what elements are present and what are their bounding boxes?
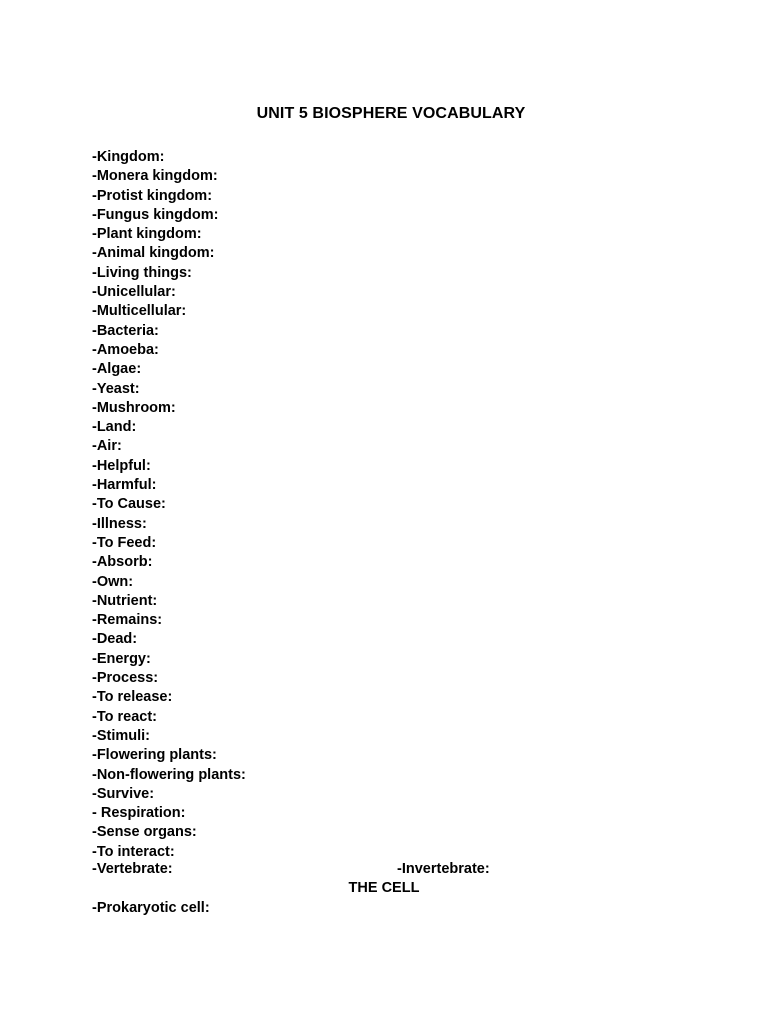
vocabulary-split-row [92, 860, 692, 879]
vocabulary-term: -To react: [92, 708, 157, 725]
vocabulary-term: -Own: [92, 573, 134, 590]
vocabulary-term: -To Cause: [92, 496, 166, 513]
vocabulary-term: -Living things: [92, 264, 192, 281]
section-heading: THE CELL [348, 880, 420, 896]
vocabulary-term: -Absorb: [92, 554, 153, 571]
vocabulary-term: -Energy: [92, 650, 151, 667]
vocabulary-term: -Nutrient: [92, 592, 158, 609]
vocabulary-term: -To interact: [92, 843, 175, 860]
vocabulary-term: -Air: [92, 438, 122, 455]
vocabulary-term: -Fungus kingdom: [92, 206, 219, 223]
vocabulary-term: -Harmful: [92, 477, 157, 494]
vocabulary-term-prokaryotic-cell: -Prokaryotic cell: [92, 900, 210, 916]
vocabulary-term: - Respiration: [92, 805, 186, 822]
vocabulary-term: -Yeast: [92, 380, 140, 397]
vocabulary-term: -Multicellular: [92, 303, 187, 320]
vocabulary-term: -Protist kingdom: [92, 187, 213, 204]
vocabulary-term: -Sense organs: [92, 824, 197, 841]
vocabulary-term-vertebrate: -Vertebrate: [92, 861, 173, 877]
vocabulary-term: -Amoeba: [92, 341, 159, 358]
vocabulary-term: -Bacteria: [92, 322, 159, 339]
vocabulary-term: -Illness: [92, 515, 147, 532]
vocabulary-term: -Animal kingdom: [92, 245, 215, 262]
vocabulary-term: -Unicellular: [92, 284, 176, 301]
vocabulary-term: -Non-flowering plants: [92, 766, 246, 783]
vocabulary-term: -Dead: [92, 631, 138, 648]
vocabulary-term: -Helpful: [92, 457, 151, 474]
vocabulary-term: -Survive: [92, 785, 155, 802]
vocabulary-term: -Mushroom: [92, 399, 176, 416]
vocabulary-term: -Flowering plants: [92, 747, 217, 764]
vocabulary-term: -Stimuli: [92, 727, 150, 744]
vocabulary-list [92, 148, 246, 862]
vocabulary-term: -Process: [92, 670, 159, 687]
vocabulary-term: -Kingdom: [92, 149, 165, 165]
vocabulary-term: -Monera kingdom: [92, 168, 218, 185]
vocabulary-term: -Remains: [92, 612, 163, 629]
vocabulary-term-invertebrate: -Invertebrate: [397, 861, 490, 877]
vocabulary-term: -Land: [92, 419, 137, 436]
vocabulary-term: -To Feed: [92, 534, 157, 551]
vocabulary-term: -To release: [92, 689, 173, 706]
vocabulary-term: -Plant kingdom: [92, 226, 202, 243]
vocabulary-term: -Algae: [92, 361, 142, 378]
page-title: UNIT 5 BIOSPHERE VOCABULARY [256, 105, 526, 122]
